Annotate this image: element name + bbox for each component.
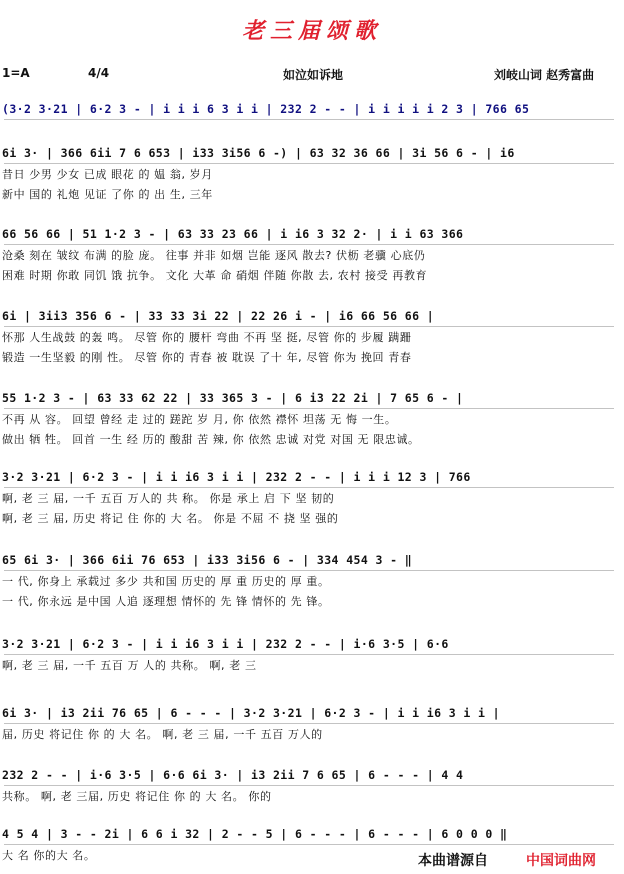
footer-site: 中国词曲网 bbox=[526, 853, 596, 869]
staff-underline bbox=[4, 408, 614, 409]
staff-underline bbox=[4, 326, 614, 327]
lyric-line: 新中 国的 礼炮 见证 了你 的 出 生, 三年 bbox=[2, 188, 213, 201]
staff-underline bbox=[4, 723, 614, 724]
lyric-line: 啊, 老 三 届, 一千 五百 万 人的 共称。 啊, 老 三 bbox=[2, 659, 257, 672]
lyric-line: 沧桑 刻在 皱纹 布满 的脸 庞。 往事 并非 如烟 岂能 逐风 散去? 伏枥 老骥 心底仍 bbox=[2, 249, 426, 262]
lyric-line: 啊, 老 三 届, 历史 将记 住 你的 大 名。 你是 不屈 不 挠 坚 强的 bbox=[2, 512, 339, 525]
lyric-line: 啊, 老 三 届, 一千 五百 万人的 共 称。 你是 承上 启 下 坚 韧的 bbox=[2, 492, 335, 505]
song-title: 老三届颂歌 bbox=[241, 18, 382, 44]
staff-underline bbox=[4, 654, 614, 655]
staff-underline bbox=[4, 844, 614, 845]
credits: 刘岐山词 赵秀富曲 bbox=[494, 68, 595, 82]
staff-underline bbox=[4, 570, 614, 571]
staff-underline bbox=[4, 785, 614, 786]
key-signature: 1=A bbox=[2, 66, 30, 80]
footer-source: 本曲谱源自 bbox=[418, 853, 488, 869]
notation-line: 6i | 3ii3 356 6 - | 33 33 3i 22 | 22 26 i - | i6 66 56 66 | bbox=[2, 309, 435, 323]
lyric-line: 困难 时期 你敢 同饥 饿 抗争。 文化 大革 命 硝烟 伴随 你散 去, 农村 接受 再教育 bbox=[2, 269, 428, 282]
performance-mood: 如泣如诉地 bbox=[283, 68, 344, 82]
notation-line: 66 56 66 | 51 1·2 3 - | 63 33 23 66 | i i6 3 32 2· | i i 63 366 bbox=[2, 227, 464, 241]
lyric-line: 做出 牺 牲。 回首 一生 经 历的 酸甜 苦 辣, 你 依然 忠诚 对党 对国 无 限忠诚。 bbox=[2, 433, 420, 446]
staff-underline bbox=[4, 244, 614, 245]
lyric-line: 不再 从 容。 回望 曾经 走 过的 蹉跎 岁 月, 你 依然 襟怀 坦荡 无 悔 一生。 bbox=[2, 413, 397, 426]
staff-underline bbox=[4, 163, 614, 164]
lyric-line: 大 名 你的大 名。 bbox=[2, 849, 96, 862]
lyric-line: 共称。 啊, 老 三届, 历史 将记住 你 的 大 名。 你的 bbox=[2, 790, 272, 803]
lyric-line: 届, 历史 将记住 你 的 大 名。 啊, 老 三 届, 一千 五百 万人的 bbox=[2, 728, 323, 741]
lyric-line: 一 代, 你身上 承载过 多少 共和国 历史的 厚 重 历史的 厚 重。 bbox=[2, 575, 330, 588]
staff-underline bbox=[4, 119, 614, 120]
notation-line: 55 1·2 3 - | 63 33 62 22 | 33 365 3 - | 6 i3 22 2i | 7 65 6 - | bbox=[2, 391, 464, 405]
notation-line: 232 2 - - | i·6 3·5 | 6·6 6i 3· | i3 2ii 7 6 65 | 6 - - - | 4 4 bbox=[2, 768, 464, 782]
lyric-line: 怀那 人生战鼓 的轰 鸣。 尽管 你的 腰杆 弯曲 不再 坚 挺, 尽管 你的 步履 蹒跚 bbox=[2, 331, 412, 344]
notation-line: 6i 3· | i3 2ii 76 65 | 6 - - - | 3·2 3·21 | 6·2 3 - | i i i6 3 i i | bbox=[2, 706, 501, 720]
notation-line: 6i 3· | 366 6ii 7 6 653 | i33 3i56 6 -) | 63 32 36 66 | 3i 56 6 - | i6 bbox=[2, 146, 515, 160]
lyric-line: 锻造 一生坚毅 的刚 性。 尽管 你的 青春 被 耽误 了十 年, 尽管 你为 挽回 青春 bbox=[2, 351, 412, 364]
notation-line: 3·2 3·21 | 6·2 3 - | i i i6 3 i i | 232 2 - - | i i i 12 3 | 766 bbox=[2, 470, 471, 484]
lyric-line: 昔日 少男 少女 已成 眼花 的 媪 翁, 岁月 bbox=[2, 168, 213, 181]
notation-line: 4 5 4 | 3 - - 2i | 6 6 i 32 | 2 - - 5 | 6 - - - | 6 - - - | 6 0 0 0 ‖ bbox=[2, 827, 508, 841]
staff-underline bbox=[4, 487, 614, 488]
notation-line: 3·2 3·21 | 6·2 3 - | i i i6 3 i i | 232 2 - - | i·6 3·5 | 6·6 bbox=[2, 637, 449, 651]
lyric-line: 一 代, 你永远 是中国 人追 逐理想 情怀的 先 锋 情怀的 先 锋。 bbox=[2, 595, 330, 608]
time-signature: 4/4 bbox=[88, 66, 110, 80]
notation-line: (3·2 3·21 | 6·2 3 - | i i i 6 3 i i | 232 2 - - | i i i i i 2 3 | 766 65 bbox=[2, 102, 530, 116]
notation-line: 65 6i 3· | 366 6ii 76 653 | i33 3i56 6 - | 334 454 3 - ‖ bbox=[2, 553, 413, 567]
